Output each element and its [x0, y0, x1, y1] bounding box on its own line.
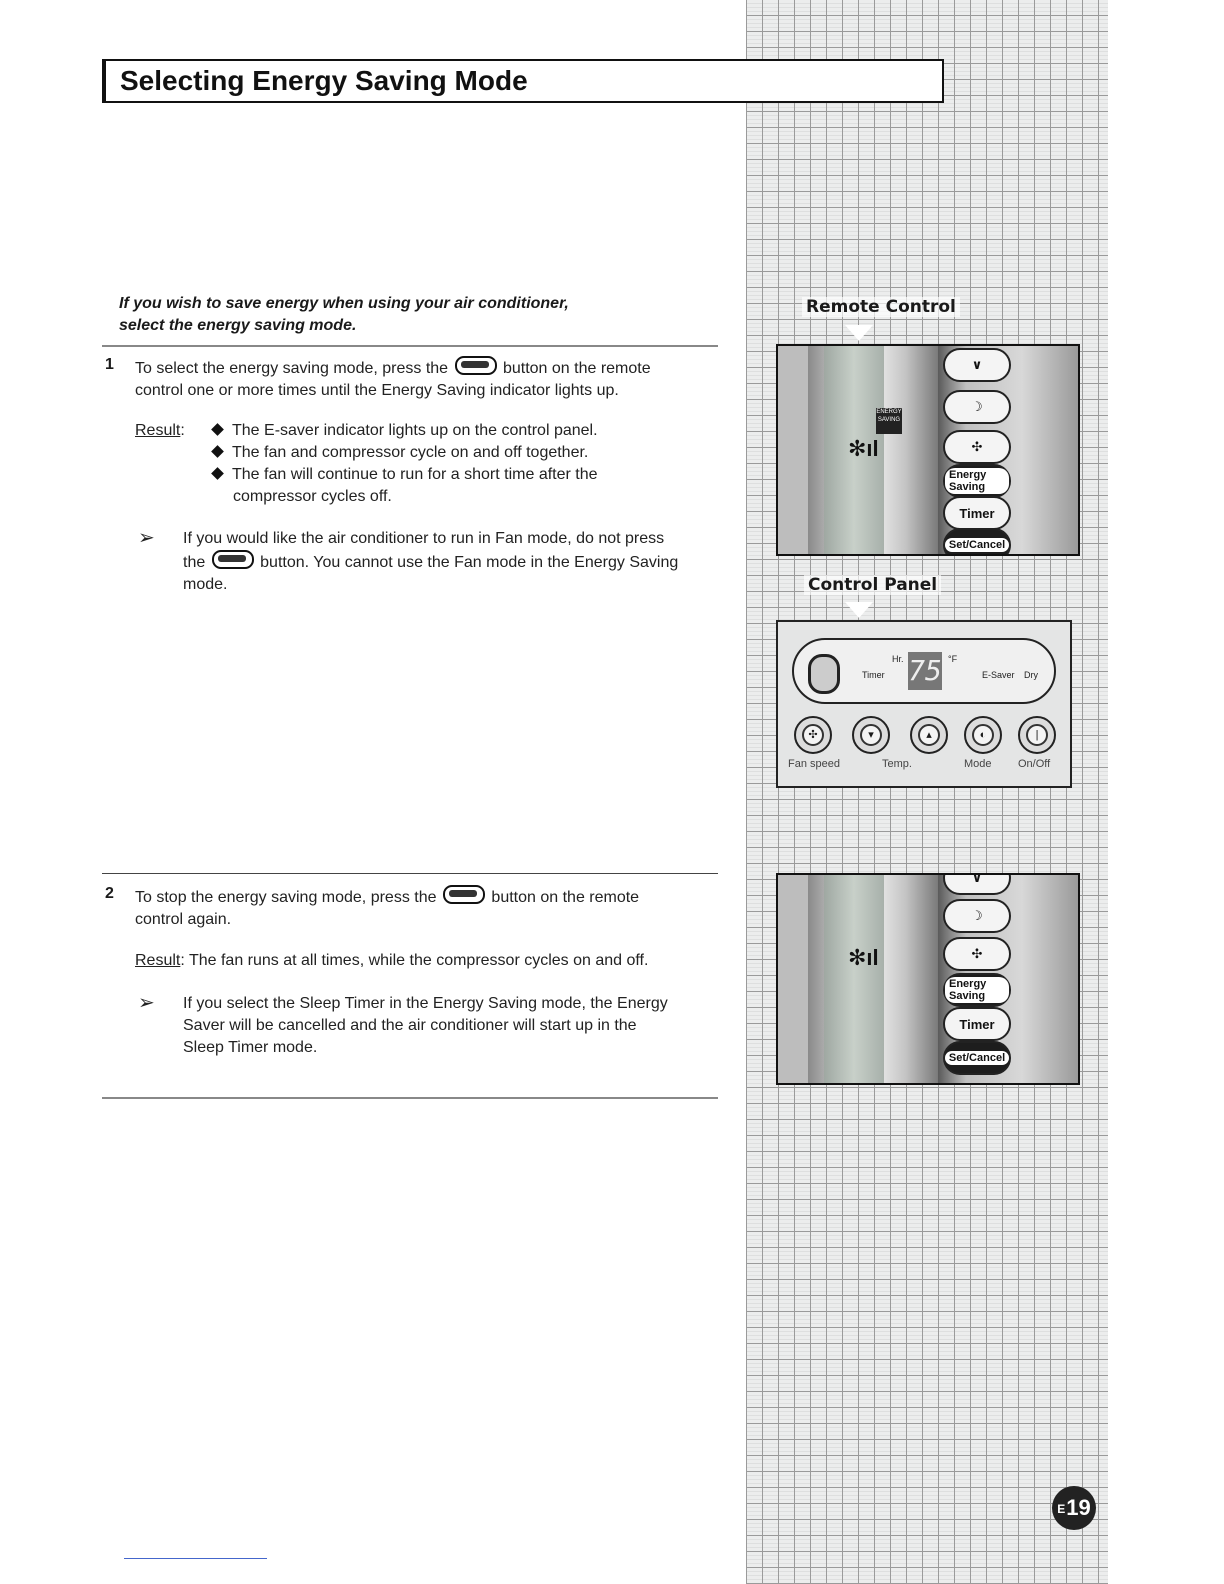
step-2-line2: control again.	[135, 911, 232, 928]
hr-label: Hr.	[892, 654, 904, 664]
step-1-note-line2b: button. You cannot use the Fan mode in the Energy Saving	[260, 554, 679, 571]
dry-label: Dry	[1024, 670, 1038, 680]
esaver-label: E-Saver	[982, 670, 1015, 680]
step-1-bullet-3-cont: compressor cycles off.	[233, 488, 392, 505]
fahrenheit-label: °F	[948, 654, 958, 664]
step-2-number: 2	[105, 885, 114, 902]
on-off-button: |	[1018, 716, 1056, 754]
energy-saving-button-icon	[212, 550, 254, 569]
fan-button: ✣	[943, 430, 1011, 464]
sleep-button: ☽	[943, 390, 1011, 424]
footer-line	[124, 1558, 267, 1559]
page-title: Selecting Energy Saving Mode	[120, 65, 528, 96]
set-cancel-button: Set/Cancel	[943, 1041, 1011, 1075]
intro-line-1: If you wish to save energy when using your air conditioner,	[119, 295, 569, 312]
control-panel-label: Control Panel	[804, 575, 941, 595]
display-panel	[792, 638, 1056, 704]
intro-line-2: select the energy saving mode.	[119, 317, 357, 334]
page-number-badge: E19	[1052, 1486, 1096, 1530]
step-1-note	[183, 528, 743, 596]
remote-control-label: Remote Control	[802, 297, 960, 317]
step-2-line1a: To stop the energy saving mode, press the	[135, 889, 437, 906]
mode-label: Mode	[964, 758, 992, 770]
set-cancel-button: Set/Cancel	[943, 528, 1011, 556]
step-1-line2: control one or more times until the Energy Saving indicator lights up.	[135, 382, 619, 399]
temperature-display: 75	[908, 652, 942, 690]
step-1-note-line2a: the	[183, 554, 206, 571]
remote-control-photo-2	[776, 873, 1080, 1085]
bullet-icon	[211, 445, 224, 458]
temp-up-button: ▴	[910, 716, 948, 754]
step-1-number: 1	[105, 356, 114, 373]
energy-saving-button: Energy Saving	[943, 973, 1011, 1007]
step-2-result-text: : The fan runs at all times, while the compressor cycles on and off.	[180, 952, 649, 969]
energy-saving-indicator: ENERGY SAVING	[876, 408, 902, 434]
remote-control-photo	[776, 344, 1080, 556]
temp-label: Temp.	[882, 758, 912, 770]
step-2-result	[135, 950, 735, 972]
step-2-text	[135, 885, 725, 931]
step-1-line1b: button on the remote	[502, 360, 651, 377]
divider	[102, 1097, 718, 1099]
step-2-note-line2: Saver will be cancelled and the air conditioner will start up in the	[183, 1017, 637, 1034]
note-arrow-icon: ➢	[138, 527, 155, 549]
title-box	[102, 59, 944, 103]
power-indicator-icon	[808, 654, 840, 694]
step-2-result-label: Result	[135, 952, 181, 969]
label-pointer	[845, 325, 873, 341]
energy-saving-button: Energy Saving	[943, 464, 1011, 498]
timer-button: Timer	[943, 1007, 1011, 1041]
step-1-line1a: To select the energy saving mode, press the	[135, 360, 449, 377]
fan-speed-icon: ✻ıl	[848, 945, 879, 970]
intro-text	[119, 293, 719, 337]
step-1-note-line1: If you would like the air conditioner to run in Fan mode, do not press	[183, 530, 665, 547]
fan-speed-icon: ✻ıl	[848, 436, 879, 461]
remote-screen	[824, 875, 884, 1083]
bullet-icon	[211, 467, 224, 480]
step-2-line1b: button on the remote	[491, 889, 640, 906]
step-1-text	[135, 356, 725, 402]
energy-saving-button-icon	[443, 885, 485, 904]
label-pointer	[845, 602, 873, 618]
mode-button: ◐	[964, 716, 1002, 754]
sidebar-grid-strip	[746, 0, 1108, 1584]
energy-saving-button-icon	[455, 356, 497, 375]
bullet-icon	[211, 423, 224, 436]
note-arrow-icon: ➢	[138, 992, 155, 1014]
step-1-note-line3: mode.	[183, 576, 228, 593]
sleep-button: ☽	[943, 899, 1011, 933]
timer-button: Timer	[943, 496, 1011, 530]
temp-down-button: ▾	[852, 716, 890, 754]
step-1-bullet-1: The E-saver indicator lights up on the control panel.	[213, 420, 598, 442]
temp-down-button: ∨	[943, 873, 1011, 895]
step-1-bullet-2: The fan and compressor cycle on and off together.	[213, 442, 588, 464]
step-2-note	[183, 993, 743, 1059]
step-1-bullet-3: The fan will continue to run for a short time after the	[213, 464, 598, 486]
divider	[102, 345, 718, 347]
step-2-note-line1: If you select the Sleep Timer in the Energy Saving mode, the Energy	[183, 995, 668, 1012]
step-1-result-label: Result:	[135, 422, 185, 439]
fan-speed-label: Fan speed	[788, 758, 840, 770]
step-2-note-line3: Sleep Timer mode.	[183, 1039, 318, 1056]
fan-speed-button: ✣	[794, 716, 832, 754]
on-off-label: On/Off	[1018, 758, 1051, 770]
control-panel-photo	[776, 620, 1072, 788]
timer-led-label: Timer	[862, 670, 885, 680]
fan-button: ✣	[943, 937, 1011, 971]
temp-down-button: ∨	[943, 348, 1011, 382]
divider	[102, 873, 718, 874]
